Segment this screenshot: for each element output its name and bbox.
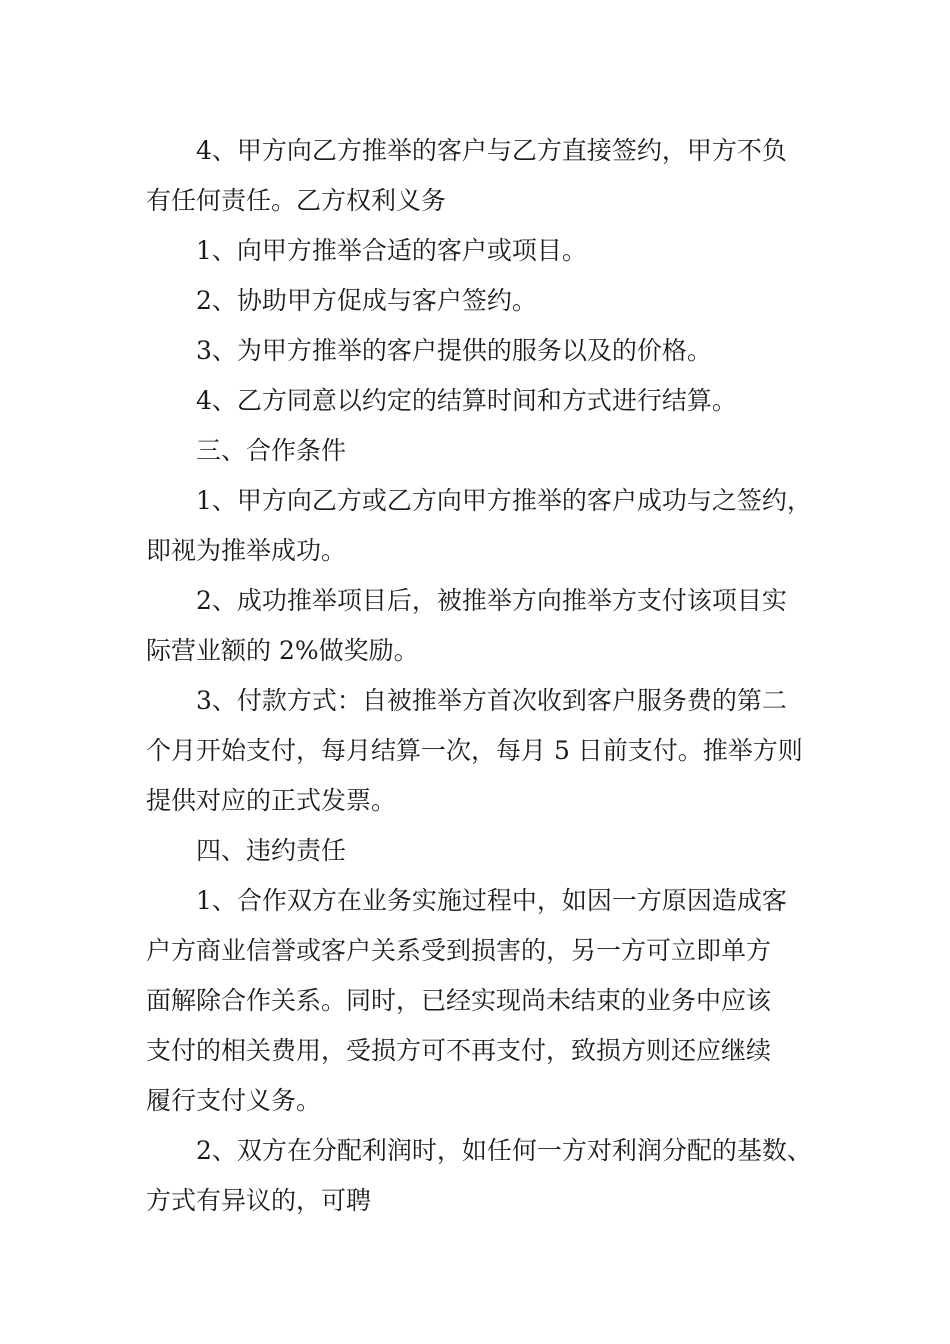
paragraph-line: 履行支付义务。	[146, 1086, 322, 1115]
paragraph-line: 2、双方在分配利润时，如任何一方对利润分配的基数、	[196, 1136, 812, 1165]
paragraph-line: 3、付款方式：自被推举方首次收到客户服务费的第二	[196, 686, 787, 715]
paragraph-line: 4、乙方同意以约定的结算时间和方式进行结算。	[196, 386, 737, 415]
paragraph-line: 1、甲方向乙方或乙方向甲方推举的客户成功与之签约，	[196, 486, 812, 515]
paragraph-line: 个月开始支付，每月结算一次，每月 5 日前支付。推举方则	[146, 736, 803, 765]
paragraph-line: 2、成功推举项目后，被推举方向推举方支付该项目实	[196, 586, 787, 615]
paragraph-line: 际营业额的 2%做奖励。	[146, 636, 419, 665]
paragraph-line: 有任何责任。乙方权利义务	[146, 186, 447, 215]
paragraph-line: 支付的相关费用，受损方可不再支付，致损方则还应继续	[146, 1036, 772, 1065]
paragraph-line: 1、合作双方在业务实施过程中，如因一方原因造成客	[196, 886, 787, 915]
paragraph-line: 3、为甲方推举的客户提供的服务以及的价格。	[196, 336, 712, 365]
paragraph-line: 方式有异议的，可聘	[146, 1186, 372, 1215]
section-heading: 三、合作条件	[196, 436, 347, 465]
paragraph-line: 户方商业信誉或客户关系受到损害的，另一方可立即单方	[146, 936, 772, 965]
paragraph-line: 面解除合作关系。同时，已经实现尚未结束的业务中应该	[146, 986, 772, 1015]
paragraph-line: 2、协助甲方促成与客户签约。	[196, 286, 537, 315]
document-body	[146, 126, 836, 1226]
section-heading: 四、违约责任	[196, 836, 347, 865]
paragraph-line: 1、向甲方推举合适的客户或项目。	[196, 236, 587, 265]
paragraph-line: 即视为推举成功。	[146, 536, 347, 565]
paragraph-line: 提供对应的正式发票。	[146, 786, 397, 815]
paragraph-line: 4、甲方向乙方推举的客户与乙方直接签约，甲方不负	[196, 136, 787, 165]
